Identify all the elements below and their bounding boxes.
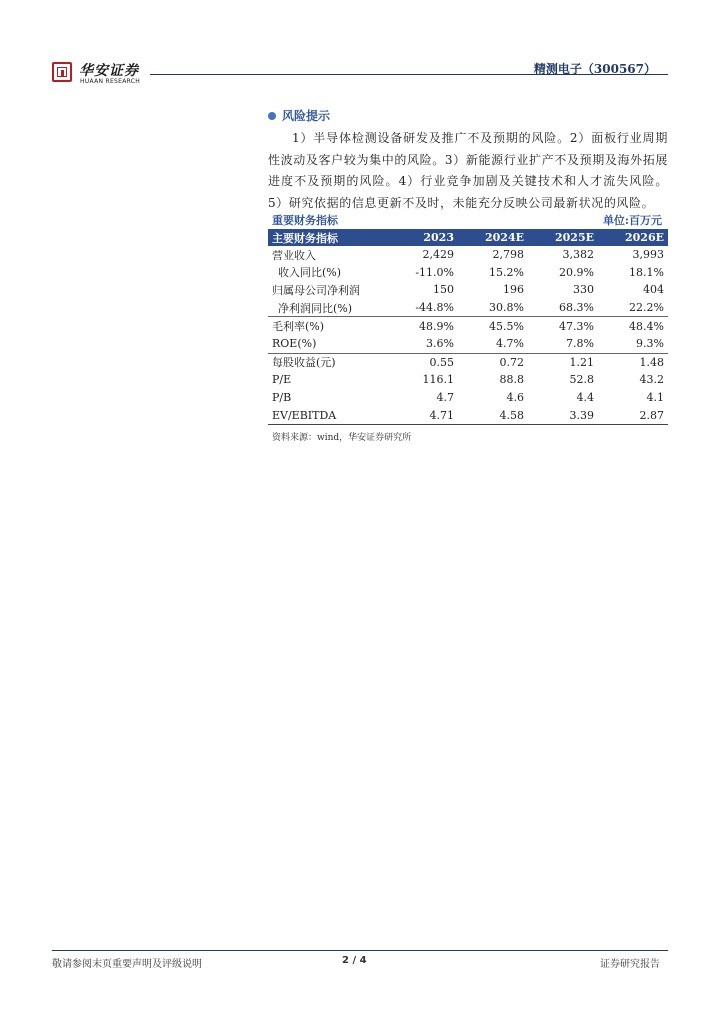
risk-heading-label: 风险提示 xyxy=(282,109,331,123)
table-unit: 单位:百万元 xyxy=(602,214,662,227)
table-cell: 2,798 xyxy=(492,248,524,262)
report-type: 证券研究报告 xyxy=(600,959,660,970)
table-cell: 3.39 xyxy=(528,406,598,424)
report-title: 精测电子（300567） xyxy=(533,62,656,76)
table-cell: 3,993 xyxy=(632,248,664,262)
risk-section xyxy=(268,108,668,214)
row-label: 净利润同比(%) xyxy=(278,301,353,315)
table-row xyxy=(268,406,668,424)
table-row xyxy=(268,353,668,371)
table-cell: 43.2 xyxy=(639,373,664,387)
table-row xyxy=(268,281,668,299)
table-cell: 404 xyxy=(643,283,664,297)
table-cell: 4.6 xyxy=(506,391,524,405)
table-header-row xyxy=(268,229,668,246)
table-cell: 4.7 xyxy=(436,391,454,405)
row-label: 每股收益(元) xyxy=(268,353,388,371)
row-label: 毛利率(%) xyxy=(268,317,388,335)
table-cell: -44.8% xyxy=(415,301,454,315)
header-cell-2026e: 2026E xyxy=(598,229,668,246)
logo-english-name: HUAAN RESEARCH xyxy=(80,78,141,85)
logo-chinese-name: 华安证券 xyxy=(79,63,139,79)
table-row xyxy=(268,317,668,335)
table-cell: 22.2% xyxy=(629,301,664,315)
table-cell: 330 xyxy=(573,283,594,297)
table-cell: 3,382 xyxy=(562,248,594,262)
table-cell: 4.7% xyxy=(496,337,524,351)
table-cell: 48.9% xyxy=(388,317,458,335)
table-cell: 2.87 xyxy=(598,406,668,424)
table-cell: 116.1 xyxy=(422,373,454,387)
logo-seal-icon xyxy=(52,62,72,82)
table-cell: 0.72 xyxy=(458,353,528,371)
table-title: 重要财务指标 xyxy=(272,214,338,227)
table-cell: 48.4% xyxy=(598,317,668,335)
table-row xyxy=(268,264,668,282)
table-cell: 150 xyxy=(433,283,454,297)
table-cell: 3.6% xyxy=(426,337,454,351)
table-cell: 18.1% xyxy=(629,265,664,279)
table-row xyxy=(268,371,668,389)
table-source-note: 资料来源：wind，华安证券研究所 xyxy=(272,433,412,443)
table-cell: 7.8% xyxy=(566,337,594,351)
row-label: EV/EBITDA xyxy=(268,406,388,424)
risk-heading xyxy=(268,108,668,124)
table-cell: 0.55 xyxy=(388,353,458,371)
table-row xyxy=(268,299,668,317)
row-label: P/B xyxy=(272,391,292,405)
bullet-icon xyxy=(268,112,276,120)
table-cell: 196 xyxy=(503,283,524,297)
table-cell: 9.3% xyxy=(636,337,664,351)
table-cell: 2,429 xyxy=(422,248,454,262)
header-cell-indicator: 主要财务指标 xyxy=(268,229,388,246)
table-cell: 52.8 xyxy=(569,373,594,387)
table-cell: 30.8% xyxy=(489,301,524,315)
table-cell: 1.48 xyxy=(598,353,668,371)
table-cell: 47.3% xyxy=(528,317,598,335)
table-cell: 88.8 xyxy=(499,373,524,387)
page-number: 2 / 4 xyxy=(342,955,367,966)
table-cell: 20.9% xyxy=(559,265,594,279)
financial-indicators-table xyxy=(268,229,668,425)
row-label: 归属母公司净利润 xyxy=(272,283,360,297)
table-row xyxy=(268,335,668,353)
table-row xyxy=(268,389,668,407)
table-cell: 4.1 xyxy=(646,391,664,405)
row-label: P/E xyxy=(272,373,292,387)
table-cell: 4.4 xyxy=(576,391,594,405)
table-row xyxy=(268,246,668,264)
row-label: 收入同比(%) xyxy=(278,266,342,280)
table-cell: 45.5% xyxy=(458,317,528,335)
table-cell: -11.0% xyxy=(415,265,454,279)
table-cell: 15.2% xyxy=(489,265,524,279)
table-cell: 1.21 xyxy=(528,353,598,371)
disclaimer-note: 敬请参阅末页重要声明及评级说明 xyxy=(52,959,202,970)
row-label: 营业收入 xyxy=(272,248,316,262)
header-cell-2025e: 2025E xyxy=(528,229,598,246)
table-cell: 68.3% xyxy=(559,301,594,315)
page-footer xyxy=(52,955,668,969)
header-cell-2023: 2023 xyxy=(388,229,458,246)
table-caption xyxy=(268,212,668,228)
page-header xyxy=(52,58,668,86)
table-cell: 4.71 xyxy=(388,406,458,424)
risk-paragraph: 1）半导体检测设备研发及推广不及预期的风险。2）面板行业周期性波动及客户较为集中的风险。3）新能源行业扩产不及预期及海外拓展进度不及预期的风险。4）行业竞争加剧及关键技术和人才流失风险。5）研究依据的信息更新不及时，未能充分反映公司最新状况的风险。 xyxy=(268,131,668,210)
table-cell: 4.58 xyxy=(458,406,528,424)
header-cell-2024e: 2024E xyxy=(458,229,528,246)
footer-divider xyxy=(52,950,668,951)
row-label: ROE(%) xyxy=(272,337,317,351)
